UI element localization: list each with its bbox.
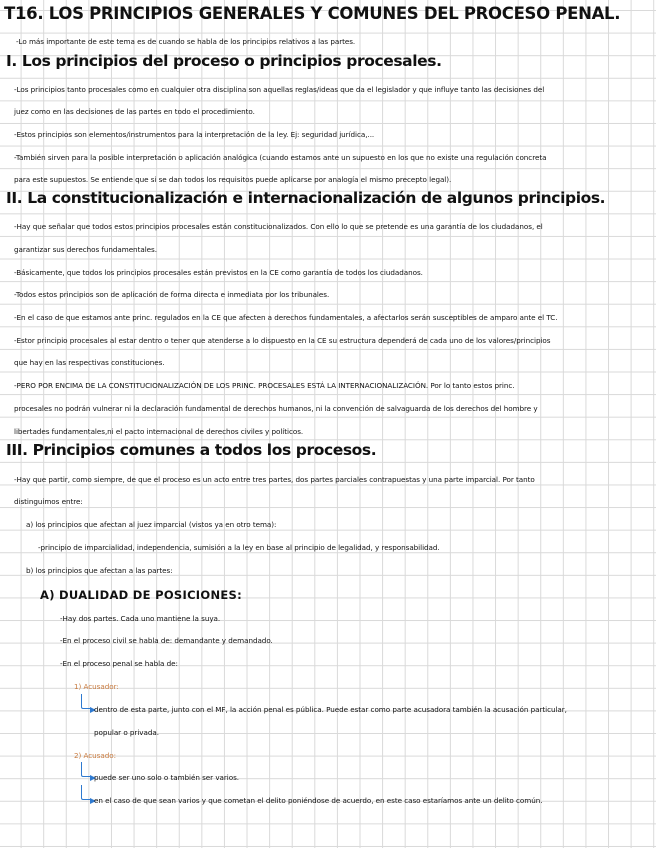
arrow-right-icon <box>81 694 92 709</box>
section2-line: -Hay que señalar que todos estos principios procesales están constitucionalizados. Con ello lo que se pretende es una garantía de los ciudadanos, el <box>14 222 543 231</box>
dualidad-subheading: A) DUALIDAD DE POSICIONES: <box>40 588 243 602</box>
section2-line: -En el caso de que estamos ante princ. regulados en la CE que afecten a derechos fundamentales, a afectarlos serán susceptibles de amparo ante el TC. <box>14 313 558 322</box>
section1-line: -Los principios tanto procesales como en cualquier otra disciplina son aquellas reglas/ideas que da el legislador y que influye tanto las decisiones del <box>14 85 545 94</box>
acusado-line: en el caso de que sean varios y que cometan el delito poniéndose de acuerdo, en este caso estaríamos ante un delito común. <box>94 796 543 805</box>
section3-line: -principio de imparcialidad, independencia, sumisión a la ley en base al principio de legalidad, y responsabilidad. <box>38 543 440 552</box>
section2-line: -Todos estos principios son de aplicación de forma directa e inmediata por los tribunales. <box>14 290 330 299</box>
section3-heading: III. Principios comunes a todos los procesos. <box>6 441 377 459</box>
dualidad-line: -En el proceso penal se habla de: <box>60 659 178 668</box>
section3-line: a) los principios que afectan al juez imparcial (vistos ya en otro tema): <box>26 520 277 529</box>
section3-line: -Hay que partir, como siempre, de que el proceso es un acto entre tres partes, dos partes parciales contrapuestas y una parte imparcial. Por tanto <box>14 475 535 484</box>
section1-line: juez como en las decisiones de las partes en todo el procedimiento. <box>14 107 255 116</box>
arrow-right-icon <box>81 762 92 777</box>
page-title: T16. LOS PRINCIPIOS GENERALES Y COMUNES DEL PROCESO PENAL. <box>4 4 621 23</box>
dualidad-line: -En el proceso civil se habla de: demandante y demandado. <box>60 636 273 645</box>
arrow-right-icon <box>81 785 92 800</box>
section2-line: -Básicamente, que todos los principios procesales están previstos en la CE como garantía de todos los ciudadanos. <box>14 268 423 277</box>
acusador-label: 1) Acusador: <box>74 682 119 691</box>
section1-heading: I. Los principios del proceso o principios procesales. <box>6 52 442 70</box>
section2-line: -Estor principio procesales al estar dentro o tener que atenderse a lo dispuesto en la CE su estructura dependerá de cada uno de los valores/principios <box>14 336 551 345</box>
section2-line: procesales no podrán vulnerar ni la declaración fundamental de derechos humanos, ni la convención de salvaguarda de los derechos del hombre y <box>14 404 538 413</box>
section3-line: b) los principios que afectan a las partes: <box>26 566 173 575</box>
acusado-line: puede ser uno solo o también ser varios. <box>94 773 240 782</box>
section1-line: -Estos principios son elementos/instrumentos para la interpretación de la ley. Ej: seguridad jurídica,... <box>14 130 375 139</box>
section3-line: distinguimos entre: <box>14 497 83 506</box>
section2-line: libertades fundamentales,ni el pacto internacional de derechos civiles y políticos. <box>14 427 304 436</box>
section2-line: garantizar sus derechos fundamentales. <box>14 245 157 254</box>
dualidad-line: -Hay dos partes. Cada uno mantiene la suya. <box>60 614 221 623</box>
acusado-label: 2) Acusado: <box>74 751 116 760</box>
section1-line: -También sirven para la posible interpretación o aplicación analógica (cuando estamos ante un supuesto en los que no existe una regulación concreta <box>14 153 547 162</box>
intro-text: -Lo más importante de este tema es de cuando se habla de los principios relativos a las partes. <box>16 37 356 46</box>
acusador-line: dentro de esta parte, junto con el MF, la acción penal es pública. Puede estar como parte acusadora también la acusación particular, <box>94 705 567 714</box>
acusador-line: popular o privada. <box>94 728 159 737</box>
section2-line: que hay en las respectivas constituciones. <box>14 358 165 367</box>
section2-line: -PERO POR ENCIMA DE LA CONSTITUCIONALIZACIÓN DE LOS PRINC. PROCESALES ESTÁ LA INTERNACIONALIZACIÓN. Por lo tanto estos princ. <box>14 381 515 390</box>
section2-heading: II. La constitucionalización e internacionalización de algunos principios. <box>6 189 606 207</box>
section1-line: para este supuestos. Se entiende que si se dan todos los requisitos puede aplicarse por analogía el mismo precepto legal). <box>14 175 452 184</box>
